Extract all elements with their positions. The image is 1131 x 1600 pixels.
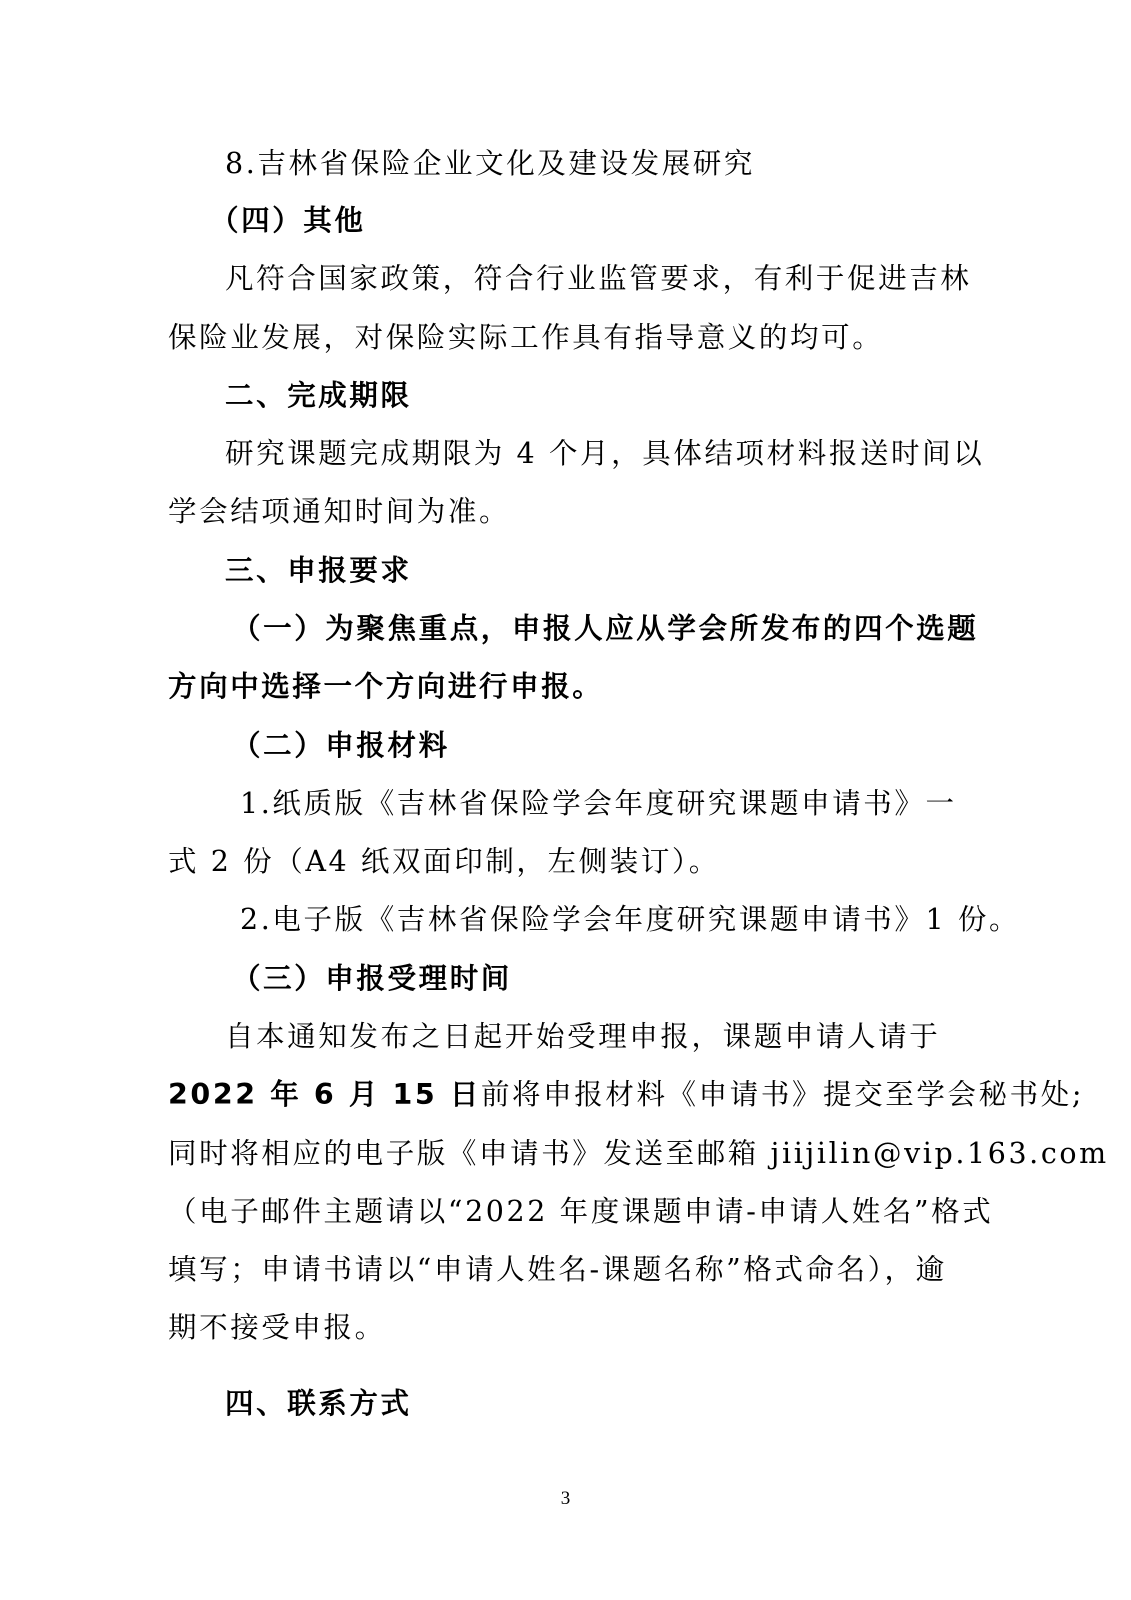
section-heading-contact: 四、联系方式 xyxy=(225,1387,412,1420)
section-heading-materials: （二）申报材料 xyxy=(232,729,450,762)
topic-item-8: 8.吉林省保险企业文化及建设发展研究 xyxy=(225,147,755,180)
paragraph-line: 期不接受申报。 xyxy=(168,1311,386,1344)
section-heading-other: （四）其他 xyxy=(210,204,366,237)
deadline-text: 前将申报材料《申请书》提交至学会秘书处; xyxy=(480,1078,1085,1111)
paragraph-line: 学会结项通知时间为准。 xyxy=(168,495,511,528)
paragraph-line: 填写；申请书请以“申请人姓名-课题名称”格式命名），逾 xyxy=(168,1253,947,1286)
paragraph-line-deadline xyxy=(168,1077,1084,1113)
paragraph-line: 研究课题完成期限为 4 个月，具体结项材料报送时间以 xyxy=(225,437,985,470)
section-heading-deadline: 二、完成期限 xyxy=(225,379,412,412)
deadline-date: 2022 年 6 月 15 日 xyxy=(168,1078,481,1111)
materials-item-1: 1.纸质版《吉林省保险学会年度研究课题申请书》一 xyxy=(240,787,957,820)
bold-paragraph-line: 方向中选择一个方向进行申报。 xyxy=(168,670,604,703)
paragraph-line: 式 2 份（A4 纸双面印制，左侧装订）。 xyxy=(168,845,720,878)
paragraph-line: （电子邮件主题请以“2022 年度课题申请-申请人姓名”格式 xyxy=(168,1195,994,1228)
section-heading-requirements: 三、申报要求 xyxy=(225,554,412,587)
section-heading-acceptance-time: （三）申报受理时间 xyxy=(232,962,512,995)
paragraph-line-email: 同时将相应的电子版《申请书》发送至邮箱 jiijilin@vip.163.com xyxy=(168,1137,1109,1170)
bold-paragraph-line: （一）为聚焦重点，申报人应从学会所发布的四个选题 xyxy=(232,612,979,645)
page-number: 3 xyxy=(560,1488,571,1509)
paragraph-line: 保险业发展，对保险实际工作具有指导意义的均可。 xyxy=(168,321,884,354)
materials-item-2: 2.电子版《吉林省保险学会年度研究课题申请书》1 份。 xyxy=(240,903,1021,936)
paragraph-line: 自本通知发布之日起开始受理申报，课题申请人请于 xyxy=(225,1020,941,1053)
paragraph-line: 凡符合国家政策，符合行业监管要求，有利于促进吉林 xyxy=(225,262,972,295)
